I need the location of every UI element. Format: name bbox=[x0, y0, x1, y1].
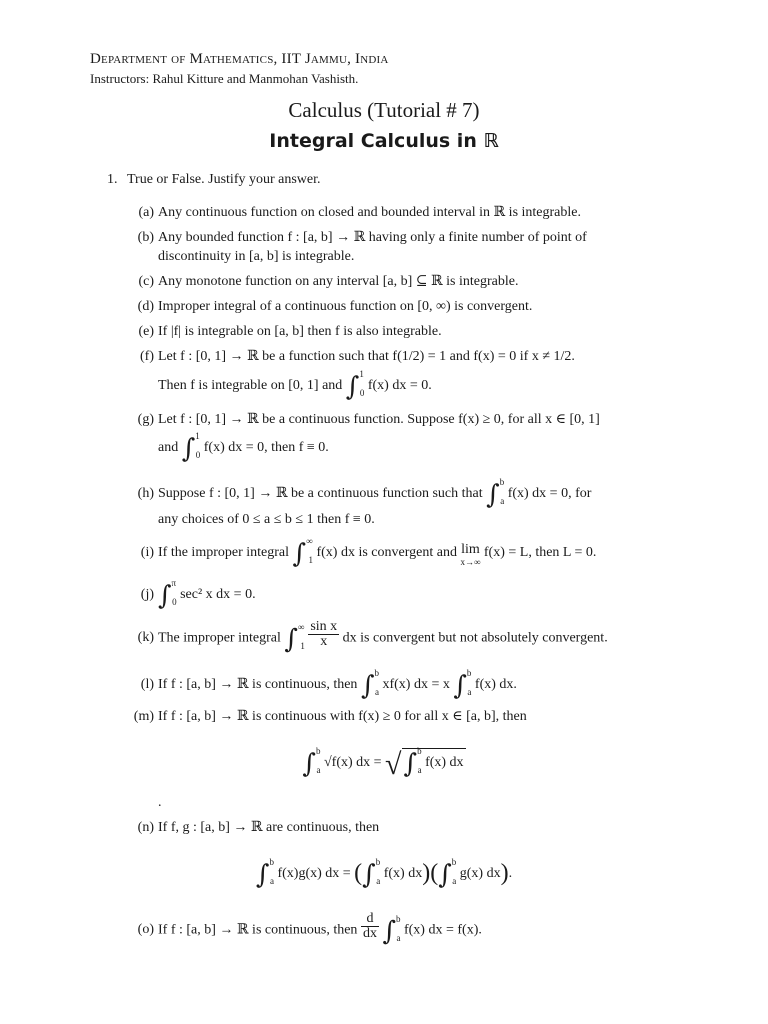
integral-sign: ∫ bbox=[362, 860, 376, 890]
integral-sign: ∫ bbox=[438, 860, 452, 890]
item-text: and ∫$^1_0$ f(x) dx = 0, then f ≡ 0. bbox=[158, 431, 329, 464]
integral-sign: ∫ bbox=[382, 916, 396, 947]
display-equation-m: ∫$^b_a$ √f(x) dx = √∫$^b_a$ f(x) dx bbox=[302, 746, 464, 781]
fraction: $\frac{\text{sin x}}{x}$ bbox=[310, 619, 338, 649]
item-text: Then f is integrable on [0, 1] and ∫$^1_0$ f(x) dx = 0. bbox=[158, 369, 432, 402]
item-text: any choices of 0 ≤ a ≤ b ≤ 1 then f ≡ 0. bbox=[158, 512, 375, 527]
integral-sign: ∫ bbox=[181, 434, 196, 464]
item-label: (e) bbox=[138, 324, 154, 339]
integral-sign: ∫ bbox=[158, 581, 172, 611]
department-header: Department of Mathematics, IIT Jammu, India bbox=[90, 51, 389, 67]
item-text: Any continuous function on closed and bounded interval in ℝ is integrable. bbox=[158, 205, 581, 220]
item-text: Suppose f : [0, 1] → ℝ be a continuous function such that ∫$^b_a$ f(x) dx = 0, for bbox=[158, 477, 592, 510]
item-text: If f, g : [a, b] → ℝ are continuous, then bbox=[158, 820, 380, 835]
item-text: Let f : [0, 1] → ℝ be a continuous function. Suppose f(x) ≥ 0, for all x ∈ [0, 1] bbox=[158, 412, 600, 427]
question-text: True or False. Justify your answer. bbox=[127, 172, 321, 187]
item-label: (g) bbox=[137, 412, 154, 427]
integral-sign: ∫ bbox=[486, 480, 500, 510]
item-text: Any bounded function f : [a, b] → ℝ having only a finite number of point of bbox=[158, 230, 587, 245]
item-label: (k) bbox=[137, 630, 154, 645]
fraction: $\frac{d}{dx}$ bbox=[362, 911, 377, 941]
instructors-line: Instructors: Rahul Kitture and Manmohan Vashisth. bbox=[90, 71, 359, 86]
integral-sign: ∫ bbox=[255, 860, 270, 890]
item-label: (d) bbox=[137, 299, 154, 314]
question-1 bbox=[107, 172, 321, 188]
display-equation-n: ∫$^b_a$ f(x)g(x) dx = (∫$^b_a$ f(x) dx)(∫$^b_a$ g(x) dx). bbox=[255, 857, 513, 890]
item-label: (l) bbox=[140, 677, 154, 692]
integral-sign: ∫ bbox=[345, 372, 360, 402]
item-text: If f : [a, b] → ℝ is continuous with f(x) ≥ 0 for all x ∈ [a, b], then bbox=[158, 709, 527, 724]
integral-sign: ∫ bbox=[403, 749, 418, 779]
stray-dot: . bbox=[158, 795, 162, 810]
question-number: 1. bbox=[107, 172, 118, 187]
integral-sign: ∫ bbox=[360, 671, 375, 701]
item-text: If |f| is integrable on [a, b] then f is also integrable. bbox=[158, 324, 442, 339]
item-text: Improper integral of a continuous function on [0, ∞) is convergent. bbox=[158, 299, 533, 314]
item-text: discontinuity in [a, b] is integrable. bbox=[158, 249, 355, 264]
integral-sign: ∫ bbox=[453, 671, 467, 701]
item-text: Any monotone function on any interval [a, b] ⊆ ℝ is integrable. bbox=[158, 274, 519, 289]
limit-subscript: x→∞ bbox=[460, 557, 481, 567]
integral-sign: ∫ bbox=[292, 539, 307, 569]
limit-op: lim bbox=[461, 542, 480, 557]
item-label: (h) bbox=[137, 486, 154, 501]
item-label: (m) bbox=[133, 709, 154, 724]
item-label: (i) bbox=[140, 545, 154, 560]
sqrt-body: ∫$^b_a$ f(x) dx bbox=[403, 746, 464, 779]
item-text: If f : [a, b] → ℝ is continuous, then ∫$^b_a$ xf(x) dx = x ∫$^b_a$ f(x) dx. bbox=[158, 668, 517, 701]
item-text: The improper integral $\int^\infty_1$ $\frac{\text{sin x}}{x}$ dx is convergent but not absolutely convergent. bbox=[158, 619, 608, 655]
item-label: (f) bbox=[140, 349, 154, 364]
item-text: If f : [a, b] → ℝ is continuous, then $\frac{d}{dx}$ ∫$^b_a$ f(x) dx = f(x). bbox=[158, 911, 482, 947]
item-text: ∫$^\pi_0$ sec² x dx = 0. bbox=[158, 578, 256, 611]
item-text: Let f : [0, 1] → ℝ be a function such that f(1/2) = 1 and f(x) = 0 if x ≠ 1/2. bbox=[158, 349, 575, 364]
item-label: (o) bbox=[137, 922, 154, 937]
item-label: (n) bbox=[137, 820, 154, 835]
integral-sign: ∫ bbox=[302, 749, 316, 779]
item-label: (a) bbox=[138, 205, 154, 220]
item-label: (c) bbox=[138, 274, 154, 289]
page-title: Calculus (Tutorial # 7) bbox=[288, 98, 480, 122]
item-text: If the improper integral $\int^\infty_1$ f(x) dx is convergent and lim x→∞ f(x) = L, then L = 0. bbox=[158, 536, 597, 569]
item-label: (b) bbox=[137, 230, 154, 245]
integral-sign: ∫ bbox=[284, 624, 298, 655]
page-subtitle: Integral Calculus in ℝ bbox=[269, 130, 499, 152]
sqrt-sign: √ bbox=[385, 748, 402, 781]
item-label: (j) bbox=[140, 587, 154, 602]
